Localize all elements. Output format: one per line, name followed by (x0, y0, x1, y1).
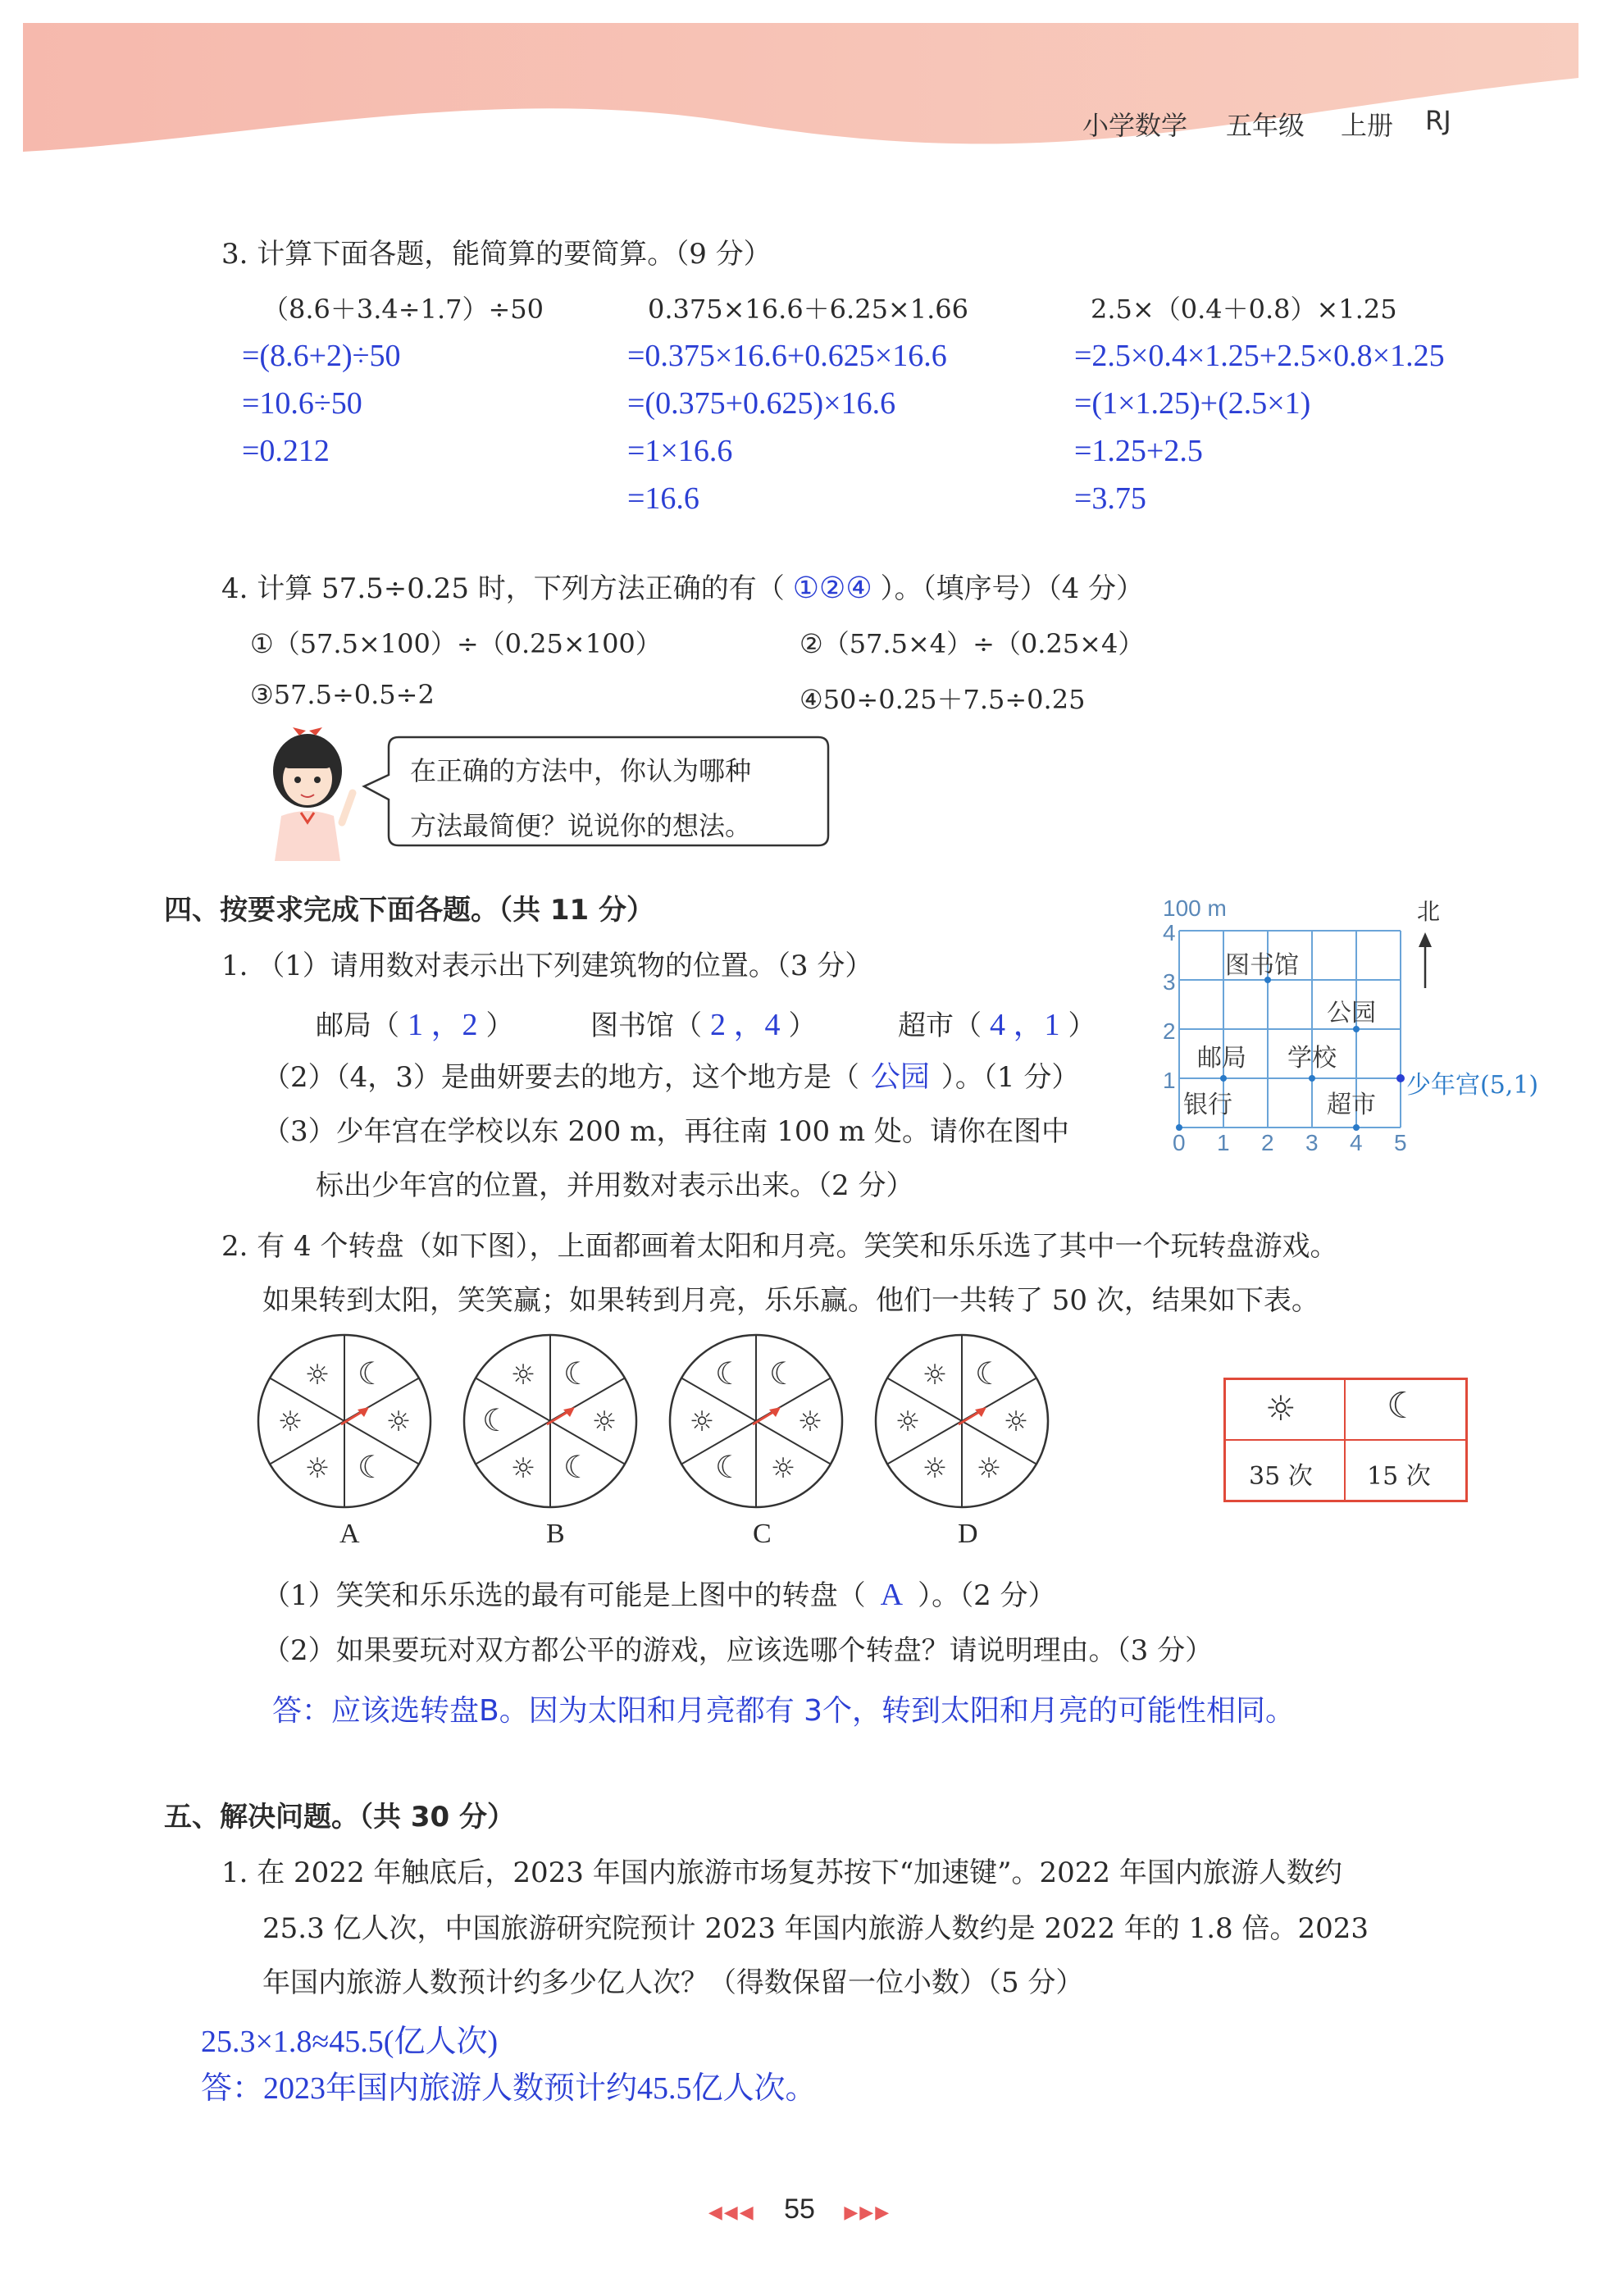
map-postoffice: 邮局 (1197, 1044, 1246, 1073)
sun-icon: ☼ (510, 1358, 536, 1392)
sun-icon: ☼ (1003, 1405, 1029, 1438)
postoffice-answer: 1 ，2 (408, 1008, 478, 1042)
q4-title-pre: 4. 计算 57.5÷0.25 时，下列方法正确的有（ (221, 572, 785, 605)
q4-option-4: ④50÷0.25＋7.5÷0.25 (800, 684, 1086, 715)
q3-expr-1: （8.6＋3.4÷1.7）÷50 (262, 294, 544, 325)
wheel-label-d: D (958, 1519, 978, 1549)
sun-icon: ☼ (304, 1358, 330, 1392)
bubble-line-1: 在正确的方法中，你认为哪种 (410, 755, 752, 786)
s5-answer-calc: 25.3×1.8≈45.5(亿人次) (201, 2025, 499, 2059)
s5-q1-line3: 年国内旅游人数预计约多少亿人次？（得数保留一位小数）（5 分） (262, 1966, 1084, 1999)
map-north: 北 (1417, 898, 1441, 925)
supermarket-label: 超市（ (898, 1009, 982, 1042)
table-sun-count: 35 次 (1249, 1462, 1313, 1491)
page-header (0, 0, 1599, 164)
map-ytick-4: 4 (1163, 920, 1176, 945)
s5-answer-text: 答：2023年国内旅游人数预计约45.5亿人次。 (201, 2071, 817, 2106)
q3-title: 3. 计算下面各题，能简算的要简算。（9 分） (221, 238, 772, 271)
header-grade: 五年级 (1226, 110, 1305, 141)
next-arrows-icon: ▶▶▶ (844, 2202, 891, 2222)
s4-q1-3-line2: 标出少年宫的位置，并用数对表示出来。（2 分） (316, 1169, 914, 1202)
wheel-c (670, 1335, 842, 1507)
wheel-label-a: A (339, 1519, 360, 1549)
moon-icon: ☾ (974, 1355, 1004, 1392)
map-xtick-5: 5 (1394, 1130, 1407, 1155)
s4-q2-1-pre: （1）笑笑和乐乐选的最有可能是上图中的转盘（ (262, 1579, 866, 1612)
q4-answer: ①②④ (792, 572, 872, 604)
s4-q2-2: （2）如果要玩对双方都公平的游戏，应该选哪个转盘？请说明理由。（3 分） (262, 1634, 1214, 1667)
map-scale: 100 m (1163, 895, 1227, 921)
page-number: 55 (784, 2194, 815, 2225)
s4-q1-2-post: ）。（1 分） (941, 1061, 1080, 1094)
q3-step-2-1: =0.375×16.6+0.625×16.6 (627, 339, 947, 373)
supermarket-close: ） (1068, 1009, 1096, 1042)
library-answer: 2 ，4 (710, 1008, 781, 1042)
girl-illustration (250, 726, 365, 861)
sun-icon: ☼ (895, 1405, 921, 1438)
library-close: ） (788, 1009, 817, 1042)
s5-q1-line1: 1. 在 2022 年触底后，2023 年国内旅游市场复苏按下“加速键”。2022 年国内旅游人数约 (221, 1856, 1342, 1889)
q3-step-2-4: =16.6 (627, 481, 699, 516)
sun-icon: ☼ (976, 1452, 1002, 1486)
postoffice-label: 邮局（ (316, 1009, 399, 1042)
page-footer (0, 2194, 1599, 2225)
s4-q2-1-post: ）。（2 分） (918, 1579, 1056, 1612)
table-moon-count: 15 次 (1367, 1462, 1431, 1491)
q3-step-3-3: =1.25+2.5 (1074, 434, 1203, 468)
s4-q1-title: 1. （1）请用数对表示出下列建筑物的位置。（3 分） (221, 950, 873, 982)
q4-title (221, 566, 1144, 606)
q3-step-2-3: =1×16.6 (627, 434, 733, 468)
table-sun-icon: ☼ (1265, 1388, 1296, 1428)
moon-icon: ☾ (563, 1355, 592, 1392)
sun-icon: ☼ (922, 1452, 948, 1486)
q3-step-2-2: =(0.375+0.625)×16.6 (627, 386, 896, 421)
s4-q2-1-answer: A (880, 1578, 904, 1612)
q3-step-3-4: =3.75 (1074, 481, 1146, 516)
supermarket-answer: 4 ，1 (990, 1008, 1060, 1042)
wheel-label-c: C (753, 1519, 772, 1549)
sun-icon: ☼ (922, 1358, 948, 1392)
moon-icon: ☾ (357, 1449, 386, 1486)
map-ytick-1: 1 (1163, 1068, 1176, 1093)
map-school: 学校 (1287, 1044, 1337, 1073)
s4-q1-2-answer: 公园 (870, 1060, 930, 1093)
q3-step-3-1: =2.5×0.4×1.25+2.5×0.8×1.25 (1074, 339, 1445, 373)
sun-icon: ☼ (385, 1405, 412, 1438)
sun-icon: ☼ (510, 1452, 536, 1486)
sun-icon: ☼ (591, 1405, 617, 1438)
moon-icon: ☾ (768, 1355, 798, 1392)
q4-option-3: ③57.5÷0.5÷2 (250, 679, 435, 710)
spinner-wheels (254, 1327, 1074, 1515)
prev-arrows-icon: ◀◀◀ (708, 2202, 755, 2222)
library-label: 图书馆（ (590, 1009, 702, 1042)
map-supermarket: 超市 (1327, 1091, 1376, 1119)
moon-icon: ☾ (714, 1449, 744, 1486)
header-volume: 上册 (1341, 110, 1394, 141)
s4-q1-3-line1: （3）少年宫在学校以东 200 m，再往南 100 m 处。请你在图中 (262, 1115, 1069, 1148)
wheel-label-b: B (546, 1519, 565, 1549)
section5-title: 五、解决问题。（共 30 分） (164, 1801, 515, 1834)
postoffice-close: ） (485, 1009, 514, 1042)
q4-option-1: ①（57.5×100）÷（0.25×100） (250, 628, 662, 659)
map-xtick-1: 1 (1217, 1130, 1230, 1155)
s4-q1-2 (262, 1054, 1079, 1096)
s4-q1-2-pre: （2）（4，3）是曲妍要去的地方，这个地方是（ (262, 1061, 859, 1094)
moon-icon: ☾ (714, 1355, 744, 1392)
q3-step-1-3: =0.212 (242, 434, 330, 468)
sun-icon: ☼ (797, 1405, 823, 1438)
moon-icon: ☾ (481, 1402, 511, 1438)
map-ytick-3: 3 (1163, 969, 1176, 995)
q4-option-2: ②（57.5×4）÷（0.25×4） (800, 628, 1145, 659)
wheel-b (464, 1335, 636, 1507)
table-moon-icon: ☾ (1387, 1385, 1419, 1427)
section4-title: 四、按要求完成下面各题。（共 11 分） (164, 894, 654, 927)
result-table (1223, 1378, 1468, 1502)
q3-expr-2: 0.375×16.6＋6.25×1.66 (648, 294, 968, 325)
sun-icon: ☼ (689, 1405, 715, 1438)
s4-q2-2-answer: 答：应该选转盘B。因为太阳和月亮都有 3个，转到太阳和月亮的可能性相同。 (272, 1694, 1296, 1728)
table-hline (1226, 1439, 1465, 1441)
s4-q2-line1: 2. 有 4 个转盘（如下图），上面都画着太阳和月亮。笑笑和乐乐选了其中一个玩转盘游戏。 (221, 1230, 1338, 1263)
q3-step-1-1: =(8.6+2)÷50 (242, 339, 401, 373)
bubble-line-2: 方法最简便？说说你的想法。 (410, 810, 752, 841)
map-ytick-2: 2 (1163, 1018, 1176, 1044)
map-xtick-4: 4 (1350, 1130, 1363, 1155)
map-bank: 银行 (1183, 1091, 1232, 1119)
sun-icon: ☼ (277, 1405, 303, 1438)
wheel-d (876, 1335, 1048, 1507)
library-item (590, 999, 817, 1044)
sun-icon: ☼ (770, 1452, 796, 1486)
s5-q1-line2: 25.3 亿人次，中国旅游研究院预计 2023 年国内旅游人数约是 2022 年的 1.8 倍。2023 (262, 1912, 1369, 1945)
q4-title-post: ）。（填序号）（4 分） (880, 572, 1145, 605)
header-edition: RJ (1425, 105, 1451, 136)
map-answer: 少年宫(5,1) (1406, 1071, 1539, 1100)
moon-icon: ☾ (563, 1449, 592, 1486)
wheel-a (258, 1335, 430, 1507)
moon-icon: ☾ (357, 1355, 386, 1392)
supermarket-item (898, 999, 1096, 1044)
postoffice-item (316, 999, 514, 1044)
q3-expr-3: 2.5×（0.4＋0.8）×1.25 (1091, 294, 1397, 325)
map-library: 图书馆 (1225, 951, 1299, 980)
sun-icon: ☼ (304, 1452, 330, 1486)
map-park: 公园 (1327, 999, 1376, 1027)
s4-q2-line2: 如果转到太阳，笑笑赢；如果转到月亮，乐乐赢。他们一共转了 50 次，结果如下表。 (262, 1284, 1319, 1317)
q3-step-1-2: =10.6÷50 (242, 386, 362, 421)
map-xtick-3: 3 (1305, 1130, 1319, 1155)
s4-q2-1 (262, 1573, 1056, 1613)
map-xtick-2: 2 (1261, 1130, 1274, 1155)
header-subject: 小学数学 (1082, 110, 1188, 141)
map-xtick-0: 0 (1173, 1130, 1186, 1155)
q3-step-3-2: =(1×1.25)+(2.5×1) (1074, 386, 1311, 421)
